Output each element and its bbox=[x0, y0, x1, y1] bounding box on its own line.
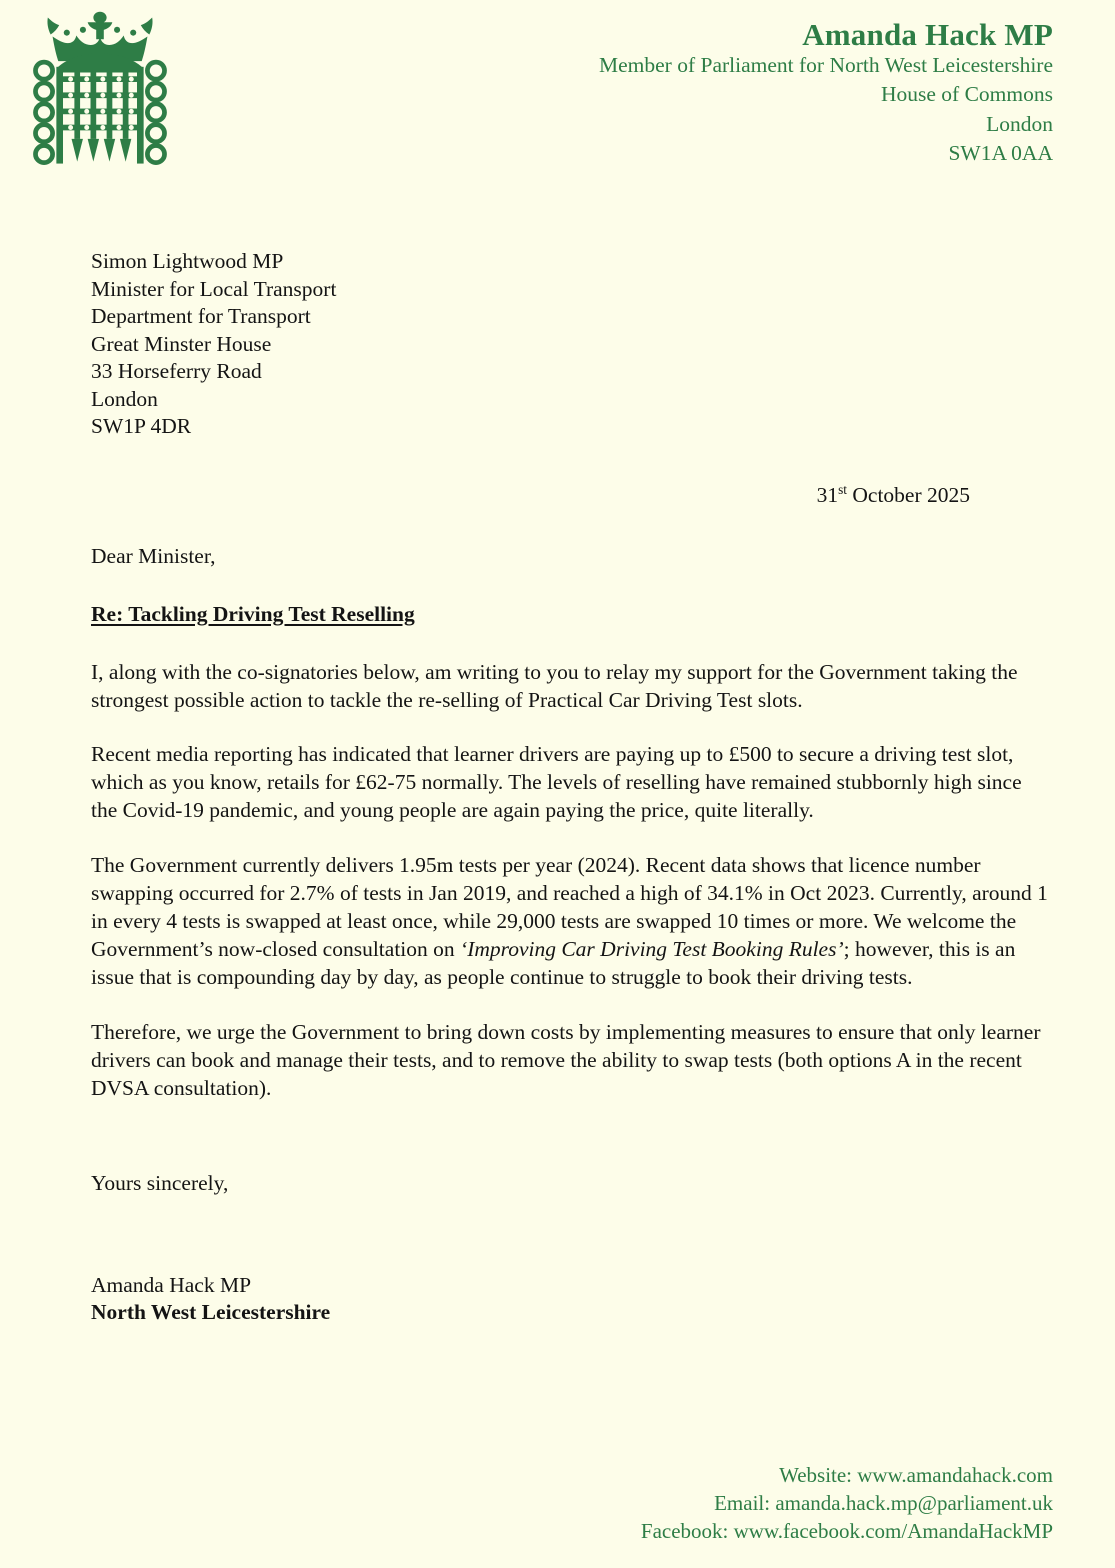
date-ordinal: st bbox=[838, 481, 847, 497]
signature-name: Amanda Hack MP bbox=[91, 1272, 252, 1297]
footer-email[interactable]: Email: amanda.hack.mp@parliament.uk bbox=[714, 1491, 1053, 1516]
recipient-city: London bbox=[91, 386, 158, 411]
letter-date bbox=[91, 483, 1053, 508]
mp-city: London bbox=[986, 111, 1053, 136]
mp-name: Amanda Hack MP bbox=[802, 17, 1053, 52]
mp-role: Member of Parliament for North West Leicestershire bbox=[599, 53, 1053, 78]
date-day: 31 bbox=[816, 482, 839, 507]
recipient-address-block bbox=[91, 248, 1053, 441]
mp-house: House of Commons bbox=[881, 82, 1053, 107]
letterhead bbox=[0, 0, 1115, 185]
letter-body bbox=[91, 248, 1053, 1327]
paragraph-2: Recent media reporting has indicated that learner drivers are paying up to £500 to secure a driving test slot, which as you know, retails for £62-75 normally. The levels of reselling have remained stubbornly high since the Covid-19 pandemic, and young people are again paying the price, quite literally. bbox=[91, 742, 1022, 823]
paragraph-4: Therefore, we urge the Government to bring down costs by implementing measures to ensure that only learner drivers can book and manage their tests, and to remove the ability to swap tests (both options A in the recent DVSA consultation). bbox=[91, 1019, 1041, 1100]
paragraph-3-part-b: ; however, this is an issue that is compounding day by day, as people continue to struggle to book their driving tests. bbox=[91, 937, 1016, 990]
recipient-postcode: SW1P 4DR bbox=[91, 414, 192, 439]
consultation-title: ‘Improving Car Driving Test Booking Rules’ bbox=[460, 937, 844, 962]
footer-facebook[interactable]: Facebook: www.facebook.com/AmandaHackMP bbox=[640, 1519, 1053, 1544]
paragraph-1: I, along with the co-signatories below, am writing to you to relay my support for the Government taking the strongest possible action to tackle the re-selling of Practical Car Driving Test slots. bbox=[91, 659, 1018, 712]
letterhead-address-block bbox=[599, 18, 1053, 168]
mp-postcode: SW1A 0AA bbox=[948, 140, 1053, 165]
portcullis-crest-icon bbox=[24, 8, 176, 174]
signature-constituency: North West Leicestershire bbox=[91, 1300, 331, 1325]
recipient-street: 33 Horseferry Road bbox=[91, 359, 262, 384]
recipient-name: Simon Lightwood MP bbox=[91, 249, 284, 273]
footer-contact-block bbox=[641, 1462, 1053, 1546]
subject-line: Re: Tackling Driving Test Reselling bbox=[91, 601, 415, 626]
salutation: Dear Minister, bbox=[91, 543, 216, 568]
date-rest: October 2025 bbox=[847, 482, 970, 507]
recipient-building: Great Minster House bbox=[91, 331, 272, 356]
footer-website[interactable]: Website: www.amandahack.com bbox=[779, 1463, 1053, 1488]
recipient-role: Minister for Local Transport bbox=[91, 276, 337, 301]
paragraph-3-part-a: The Government currently delivers 1.95m tests per year (2024). Recent data shows that licence number swapping occurred for 2.7% of tests in Jan 2019, and reached a high of 34.1% in Oct 2023. Currently, around 1 in every 4 tests is swapped at least once, while 29,000 tests are swapped 10 times or more. We welcome the Government’s now-closed consultation on bbox=[91, 853, 1048, 962]
closing: Yours sincerely, bbox=[91, 1170, 229, 1195]
paragraph-3 bbox=[91, 852, 1053, 992]
recipient-department: Department for Transport bbox=[91, 304, 311, 329]
